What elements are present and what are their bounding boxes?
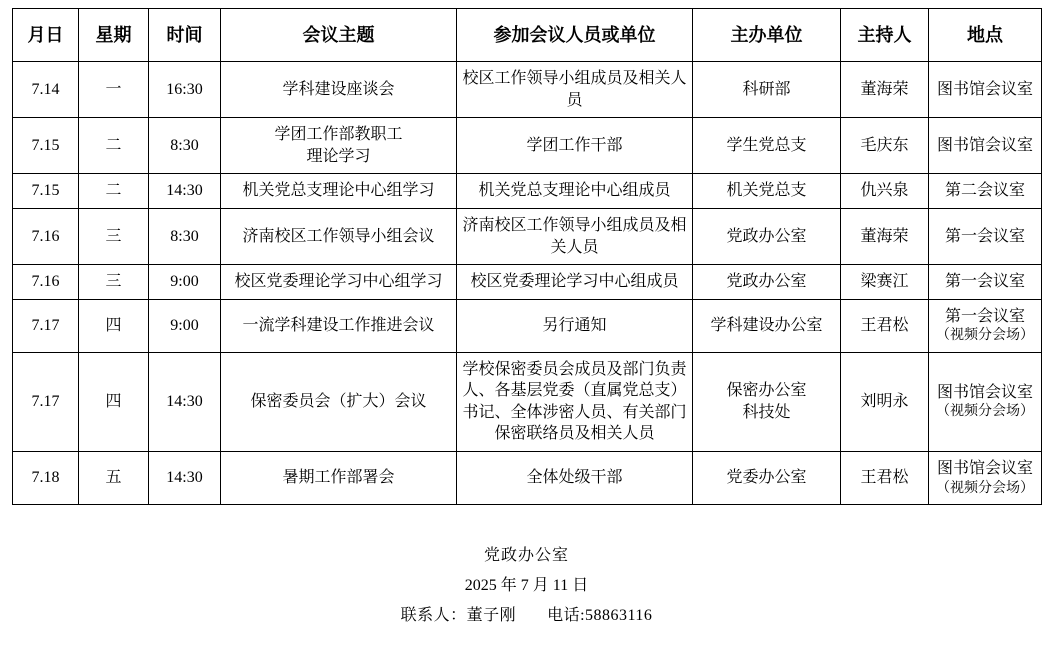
cell-topic: 一流学科建设工作推进会议 bbox=[221, 299, 457, 352]
cell-weekday: 一 bbox=[79, 62, 149, 118]
cell-date: 7.18 bbox=[13, 451, 79, 504]
cell-topic: 校区党委理论学习中心组学习 bbox=[221, 265, 457, 300]
cell-date: 7.15 bbox=[13, 118, 79, 174]
table-row bbox=[13, 451, 1042, 504]
cell-attendees: 学校保密委员会成员及部门负责人、各基层党委（直属党总支）书记、全体涉密人员、有关部门保密联络员及相关人员 bbox=[457, 352, 693, 451]
cell-topic: 保密委员会（扩大）会议 bbox=[221, 352, 457, 451]
cell-place: 第一会议室 bbox=[929, 208, 1042, 264]
cell-topic: 机关党总支理论中心组学习 bbox=[221, 174, 457, 209]
cell-attendees: 校区党委理论学习中心组成员 bbox=[457, 265, 693, 300]
footer-department: 党政办公室 bbox=[483, 546, 569, 564]
cell-date: 7.17 bbox=[13, 352, 79, 451]
cell-date: 7.16 bbox=[13, 208, 79, 264]
cell-weekday: 四 bbox=[79, 352, 149, 451]
document-footer bbox=[12, 541, 1041, 632]
column-header-time: 时间 bbox=[149, 9, 221, 62]
cell-chair: 刘明永 bbox=[841, 352, 929, 451]
column-header-date: 月日 bbox=[13, 9, 79, 62]
cell-place: 图书馆会议室 bbox=[929, 62, 1042, 118]
cell-organizer: 党政办公室 bbox=[693, 265, 841, 300]
column-header-weekday: 星期 bbox=[79, 9, 149, 62]
cell-attendees: 全体处级干部 bbox=[457, 451, 693, 504]
cell-place: 图书馆会议室 （视频分会场） bbox=[929, 352, 1042, 451]
cell-attendees: 机关党总支理论中心组成员 bbox=[457, 174, 693, 209]
cell-time: 14:30 bbox=[149, 174, 221, 209]
cell-date: 7.17 bbox=[13, 299, 79, 352]
cell-chair: 董海荣 bbox=[841, 208, 929, 264]
cell-time: 9:00 bbox=[149, 299, 221, 352]
table-row bbox=[13, 174, 1042, 209]
table-header-row bbox=[13, 9, 1042, 62]
cell-place-note: （视频分会场） bbox=[936, 404, 1034, 420]
table-row bbox=[13, 118, 1042, 174]
cell-date: 7.16 bbox=[13, 265, 79, 300]
cell-attendees: 校区工作领导小组成员及相关人员 bbox=[457, 62, 693, 118]
cell-topic: 学科建设座谈会 bbox=[221, 62, 457, 118]
cell-topic: 学团工作部教职工 理论学习 bbox=[221, 118, 457, 174]
cell-place-note: （视频分会场） bbox=[936, 328, 1034, 344]
cell-time: 14:30 bbox=[149, 352, 221, 451]
cell-attendees: 另行通知 bbox=[457, 299, 693, 352]
cell-organizer: 科研部 bbox=[693, 62, 841, 118]
cell-chair: 董海荣 bbox=[841, 62, 929, 118]
column-header-organizer: 主办单位 bbox=[693, 9, 841, 62]
cell-weekday: 四 bbox=[79, 299, 149, 352]
footer-date: 2025 年 7 月 11 日 bbox=[464, 577, 589, 595]
cell-topic: 济南校区工作领导小组会议 bbox=[221, 208, 457, 264]
cell-organizer: 党政办公室 bbox=[693, 208, 841, 264]
cell-organizer: 学生党总支 bbox=[693, 118, 841, 174]
cell-time: 8:30 bbox=[149, 208, 221, 264]
cell-chair: 毛庆东 bbox=[841, 118, 929, 174]
column-header-topic: 会议主题 bbox=[221, 9, 457, 62]
column-header-attendees: 参加会议人员或单位 bbox=[457, 9, 693, 62]
cell-time: 9:00 bbox=[149, 265, 221, 300]
cell-weekday: 三 bbox=[79, 208, 149, 264]
cell-place: 第一会议室 bbox=[929, 265, 1042, 300]
cell-topic: 暑期工作部署会 bbox=[221, 451, 457, 504]
table-row bbox=[13, 62, 1042, 118]
cell-organizer: 学科建设办公室 bbox=[693, 299, 841, 352]
table-row bbox=[13, 352, 1042, 451]
cell-organizer: 党委办公室 bbox=[693, 451, 841, 504]
table-row bbox=[13, 299, 1042, 352]
column-header-chair: 主持人 bbox=[841, 9, 929, 62]
table-body bbox=[13, 62, 1042, 505]
cell-place: 第二会议室 bbox=[929, 174, 1042, 209]
cell-chair: 王君松 bbox=[841, 299, 929, 352]
cell-place: 图书馆会议室 bbox=[929, 118, 1042, 174]
meeting-schedule-table bbox=[12, 8, 1042, 505]
cell-attendees: 济南校区工作领导小组成员及相关人员 bbox=[457, 208, 693, 264]
cell-weekday: 五 bbox=[79, 451, 149, 504]
cell-weekday: 二 bbox=[79, 174, 149, 209]
table-row bbox=[13, 208, 1042, 264]
cell-chair: 梁赛江 bbox=[841, 265, 929, 300]
cell-chair: 王君松 bbox=[841, 451, 929, 504]
table-row bbox=[13, 265, 1042, 300]
cell-place: 第一会议室 （视频分会场） bbox=[929, 299, 1042, 352]
cell-place-note: （视频分会场） bbox=[936, 480, 1034, 496]
footer-contact-person: 联系人：董子刚 bbox=[400, 607, 517, 625]
cell-time: 8:30 bbox=[149, 118, 221, 174]
cell-time: 16:30 bbox=[149, 62, 221, 118]
cell-organizer: 机关党总支 bbox=[693, 174, 841, 209]
cell-date: 7.14 bbox=[13, 62, 79, 118]
cell-attendees: 学团工作干部 bbox=[457, 118, 693, 174]
cell-weekday: 二 bbox=[79, 118, 149, 174]
cell-organizer: 保密办公室 科技处 bbox=[693, 352, 841, 451]
cell-chair: 仇兴泉 bbox=[841, 174, 929, 209]
cell-time: 14:30 bbox=[149, 451, 221, 504]
footer-phone: 电话:58863116 bbox=[547, 607, 653, 625]
column-header-place: 地点 bbox=[929, 9, 1042, 62]
table-header bbox=[13, 9, 1042, 62]
cell-place: 图书馆会议室 （视频分会场） bbox=[929, 451, 1042, 504]
cell-weekday: 三 bbox=[79, 265, 149, 300]
footer-contact bbox=[12, 601, 1041, 631]
cell-date: 7.15 bbox=[13, 174, 79, 209]
